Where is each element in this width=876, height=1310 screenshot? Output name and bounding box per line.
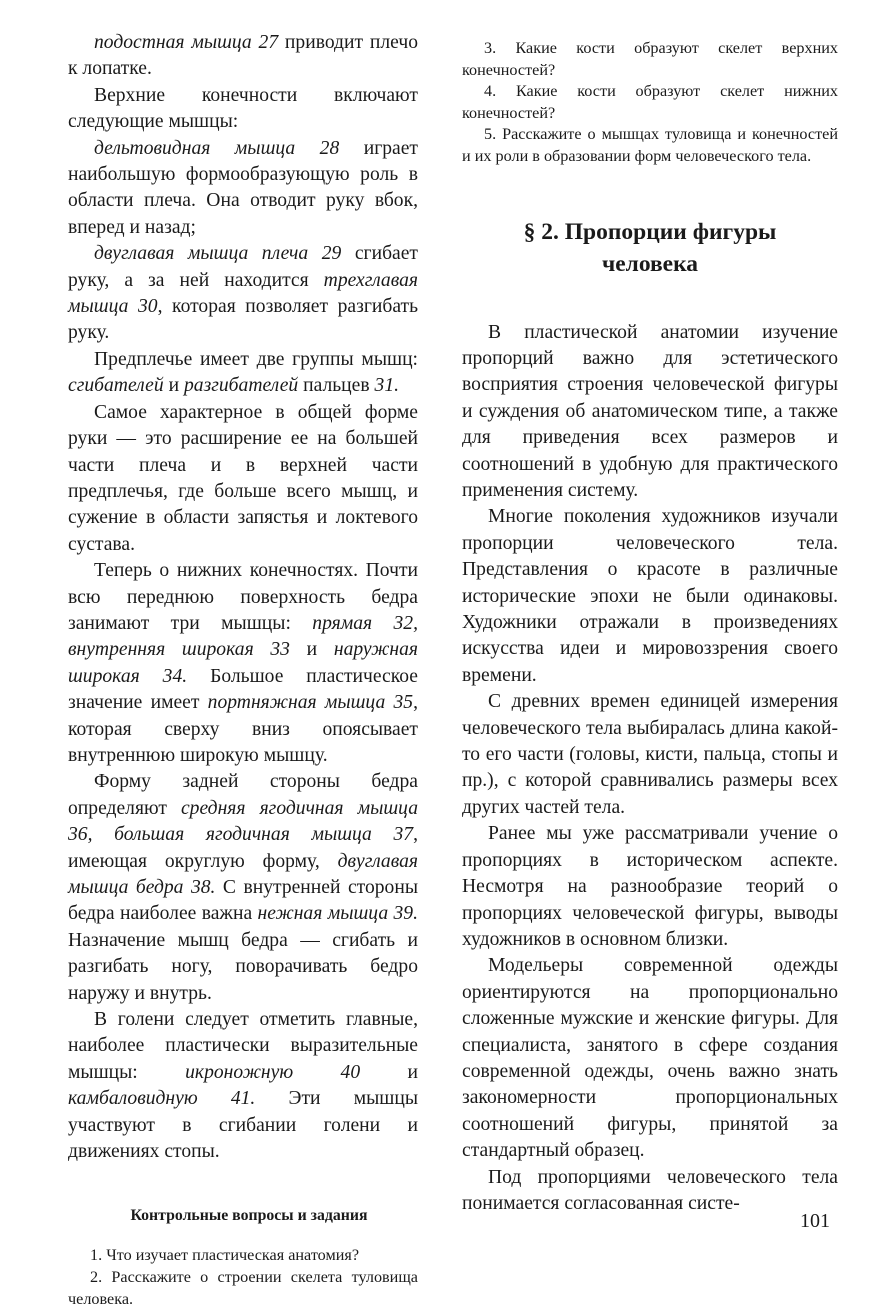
question-item: 3. Какие кости образуют скелет верхних конечностей?: [462, 39, 838, 79]
paragraph: Под пропорциями человеческого тела понимается согласованная систе-: [462, 1166, 838, 1214]
question-item: 2. Расскажите о строении скелета туловища человека.: [68, 1268, 418, 1308]
paragraph: Предплечье имеет две группы мышц: сгибателей и разгибателей пальцев 31.: [68, 348, 418, 397]
paragraph: Теперь о нижних конечностях. Почти всю переднюю поверхность бедра занимают три мышцы: прямая 32, внутренняя широкая 33 и наружная широкая 34. Большое пластическое значение имеет портняжная мышца 35, которая сверху вниз опоясывает внутреннюю широкую мышцу.: [68, 560, 419, 766]
paragraph: дельтовидная мышца 28 играет наибольшую формообразующую роль в области плеча. Она отводит руку вбок, вперед и назад;: [68, 137, 418, 238]
paragraph: Ранее мы уже рассматривали учение о пропорциях в историческом аспекте. Несмотря на разнообразие теорий о пропорциях человеческой фигуры, выводы художников в основном близки.: [462, 823, 838, 950]
questions-heading: Контрольные вопросы и задания: [130, 1207, 368, 1225]
paragraph: С древних времен единицей измерения человеческого тела выбиралась длина какой-то его части (головы, кисти, пальца, стопы и пр.), с которой сравнивались размеры всех других частей тела.: [462, 691, 838, 818]
question-item: 4. Какие кости образуют скелет нижних конечностей?: [462, 82, 838, 122]
paragraph: В пластической анатомии изучение пропорций важно для эстетического восприятия строения человеческой фигуры и суждения об анатомическом типе, а также для приведения всех размеров и соотношений в удобную для практического применения систему.: [462, 321, 838, 501]
paragraph: Верхние конечности включают следующие мышцы:: [68, 84, 418, 133]
question-item: 1. Что изучает пластическая анатомия?: [90, 1246, 360, 1265]
right-column: [462, 38, 838, 1217]
left-column: [68, 30, 418, 1310]
paragraph: Форму задней стороны бедра определяют средняя ягодичная мышца 36, большая ягодичная мышца 37, имеющая округлую форму, двуглавая мышца бедра 38. С внутренней стороны бедра наиболее важна нежная мышца 39. Назначение мышц бедра — сгибать и разгибать ногу, поворачивать бедро наружу и внутрь.: [68, 771, 418, 1004]
question-item: 5. Расскажите о мышцах туловища и конечностей и их роли в образовании форм человеческого тела.: [462, 125, 838, 165]
paragraph: Модельеры современной одежды ориентируются на пропорционально сложенные мужские и женские фигуры. Для специалиста, занятого в сфере создания современной одежды, очень важно знать закономерности пропорциональных соотношений фигуры, принятой за стандартный образец.: [462, 955, 838, 1162]
paragraph: Многие поколения художников изучали пропорции человеческого тела. Представления о красоте в различные исторические эпохи не были одинаковы. Художники отражали в произведениях искусства идеи и мировоззрения своего времени.: [462, 506, 838, 686]
paragraph: В голени следует отметить главные, наиболее пластически выразительные мышцы: икроножную 40 и камбаловидную 41. Эти мышцы участвуют в сгибании голени и движениях стопы.: [68, 1009, 418, 1163]
paragraph: Самое характерное в общей форме руки — это расширение ее на большей части плеча и в верхней части предплечья, где больше всего мышц, и сужение в области запястья и локтевого сустава.: [68, 401, 418, 555]
paragraph: двуглавая мышца плеча 29 сгибает руку, а за ней находится трехглавая мышца 30, которая позволяет разгибать руку.: [68, 243, 419, 344]
page-number: 101: [800, 1210, 830, 1232]
paragraph: подостная мышца 27 приводит плечо к лопатке.: [68, 32, 418, 80]
section-title: § 2. Пропорции фигуры человека: [523, 218, 777, 277]
